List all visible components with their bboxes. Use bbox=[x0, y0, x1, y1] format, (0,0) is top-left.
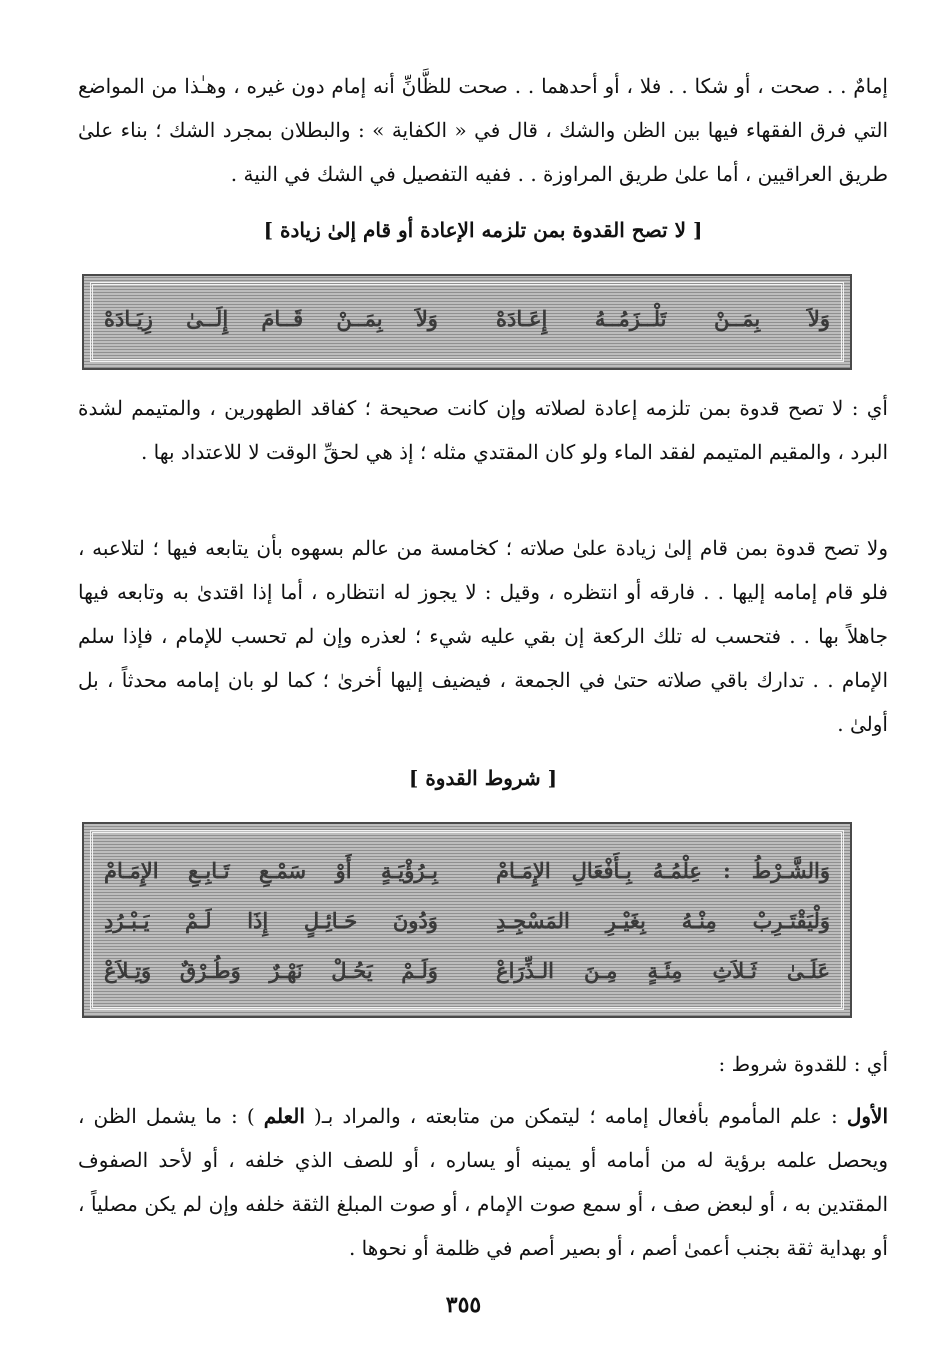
verse-hemistich-first: وَالشَّـرْطُ : عِلْمُـهُ بِـأَفْعَالِ الإِمَـامْ bbox=[496, 858, 830, 883]
section-heading-2: [ شروط القدوة ] bbox=[408, 766, 558, 790]
paragraph-4: أي : للقدوة شروط : bbox=[718, 1052, 888, 1076]
verse-hemistich-second: بِـرُؤْيَـةٍ أَوْ سَمْـعِ تَـابِـعِ الإِمَـامْ bbox=[104, 858, 438, 883]
verse-line bbox=[104, 306, 830, 331]
paragraph-5-lead: الأول bbox=[846, 1104, 888, 1128]
paragraph-3: ولا تصح قدوة بمن قام إلىٰ زيادة علىٰ صلاته ؛ كخامسة من عالم بسهوه بأن يتابعه فيها ؛ لتلاعبه ، فلو قام إمامه إليها . . فارقه أو انتظره ، وقيل : لا يجوز له انتظاره ، أما إذا اقتدىٰ به وتابعه فيها جاهلاً بها . . فتحسب له تلك الركعة إن بقي عليه شيء ؛ لعذره وإن لم تحسب للإمام ، فإذا سلم الإمام . . تدارك باقي صلاته حتىٰ في الجمعة ، فيضيف إليها أخرىٰ ؛ كما لو بان إمامه محدثاً ، بل أولىٰ . bbox=[78, 536, 888, 736]
verse-line bbox=[104, 908, 830, 933]
verse-line bbox=[104, 858, 830, 883]
verse-line bbox=[104, 958, 830, 983]
page-number: ٣٥٥ bbox=[445, 1292, 482, 1318]
paragraph-5-term: العلم bbox=[263, 1104, 305, 1128]
paragraph-5-text-b: ) : ما يشمل الظن ، ويحصل علمه برؤية له من أمامه أو يمينه أو يساره ، أو للصف الذي خلفه ، أو لأحد الصفوف المقتدين به ، أو لبعض صف ، أو سمع صوت الإمام ، أو صوت المبلغ الثقة خلفه وإن لم يكن مصلياً ، أو بهداية ثقة بجنب أعمىٰ أصم ، أو بصير أصم في ظلمة أو نحوها . bbox=[78, 1104, 889, 1260]
verse-hemistich-first: وَلْيَقْتَـرِبْ مِنْـهُ بِغَيْـرِ المَسْجِـدِ bbox=[496, 908, 830, 933]
paragraph-5-text-a: : علم المأموم بأفعال إمامه ؛ ليتمكن من متابعته ، والمراد بـ( bbox=[304, 1104, 847, 1128]
verse-hemistich-first: عَلَـىٰ ثَـلاَثِ مِئَـةٍ مِـنَ الـذِّرَاعْ bbox=[496, 958, 830, 983]
paragraph-1: إمامٌ . . صحت ، أو شكا . . فلا ، أو أحدهما . . صحت للظَّانِّ أنه إمام دون غيره ، وهـٰذا من المواضع التي فرق الفقهاء فيها بين الظن والشك ، قال في « الكفاية » : والبطلان بمجرد الشك ؛ بناء علىٰ طريق العراقيين ، أما علىٰ طريق المراوزة . . ففيه التفصيل في الشك في النية . bbox=[78, 74, 888, 186]
verse-hemistich-first: وَلاَ بِمَــنْ تَلْــزَمُــهُ إِعَـادَهْ bbox=[496, 306, 830, 331]
paragraph-2: أي : لا تصح قدوة بمن تلزمه إعادة لصلاته وإن كانت صحيحة ؛ كفاقد الطهورين ، والمتيمم لشدة البرد ، والمقيم المتيمم لفقد الماء ولو كان المقتدي مثله ؛ إذ هي لحقِّ الوقت لا للاعتداد بها . bbox=[78, 396, 888, 464]
verse-hemistich-second: وَدُونَ حَـائِـلٍ إِذَا لَـمْ يَـبْـرُدِ bbox=[104, 908, 438, 933]
paragraph-5 bbox=[78, 1094, 888, 1270]
verse-hemistich-second: وَلَـمْ يَحُـلْ نَهْـرٌ وَطُـرْقٌ وَتِـلاَعْ bbox=[104, 958, 438, 983]
verse-box-1 bbox=[82, 274, 852, 370]
section-heading-1: [ لا تصح القدوة بمن تلزمه الإعادة أو قام إلىٰ زيادة ] bbox=[263, 218, 703, 242]
verse-hemistich-second: وَلاَ بِمَــنْ قَــامَ إِلَــىٰ زِيَـادَهْ bbox=[104, 306, 438, 331]
verse-box-2 bbox=[82, 822, 852, 1018]
